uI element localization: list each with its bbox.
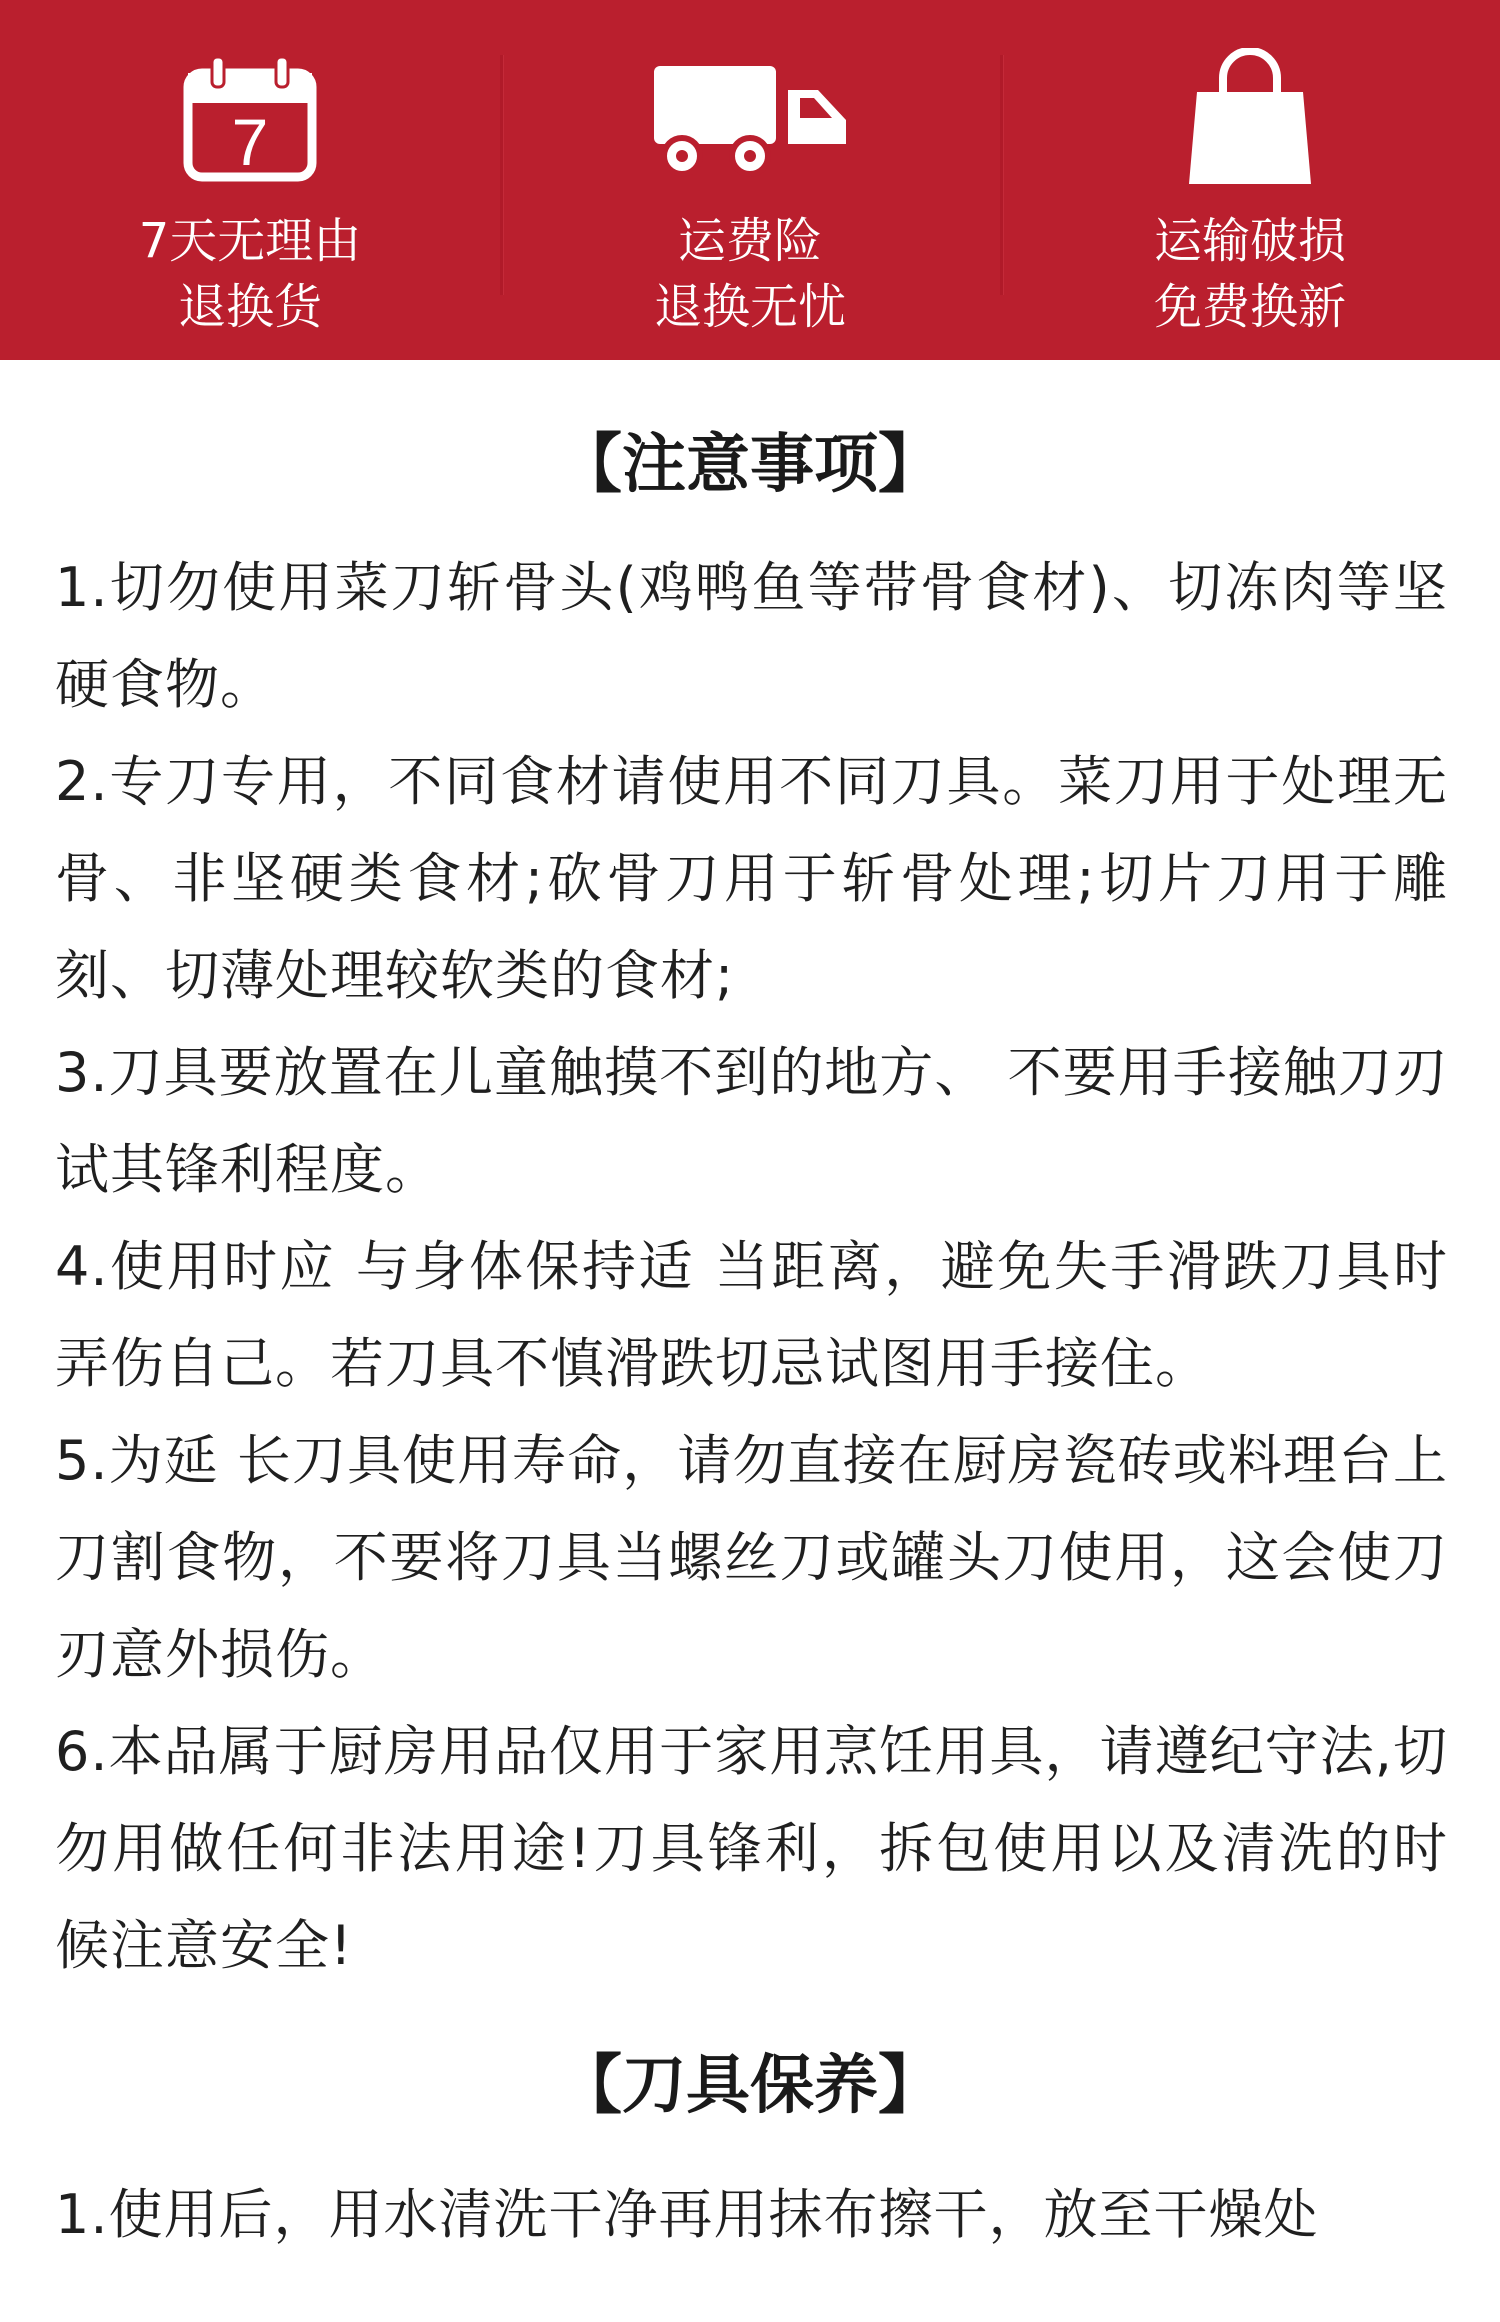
badge-line1: 运费险 [677,213,822,269]
badge-text [1154,208,1346,340]
badge-line1: 运输破损 [1153,213,1346,269]
notice-section-title: 【注意事项】 [558,428,942,502]
badge-line2: 免费换新 [1153,279,1346,335]
notice-item: 3.刀具要放置在儿童触摸不到的地方、 不要用手接触刀刃试其锋利程度。 [55,1041,1448,1201]
calendar-7-icon [180,48,320,188]
badge-shipping-insurance [500,0,1000,360]
notice-item: 1.切勿使用菜刀斩骨头(鸡鸭鱼等带骨食材)、切冻肉等坚硬食物。 [55,556,1448,716]
badge-line2: 退换货 [177,279,322,335]
notice-item: 6.本品属于厨房用品仅用于家用烹饪用具，请遵纪守法,切勿用做任何非法用途!刀具锋利，拆包使用以及清洗的时候注意安全! [55,1720,1448,1977]
delivery-truck-icon [650,48,850,188]
badge-text [139,208,362,340]
product-notes [0,360,1500,2263]
service-guarantee-banner [0,0,1500,360]
badge-text [654,208,846,340]
badge-line1: 7天无理由 [138,213,362,269]
badge-line2: 退换无忧 [653,279,846,335]
maintenance-section-title: 【刀具保养】 [558,2049,942,2123]
shopping-bag-icon [1185,48,1315,188]
badge-seven-day-return [0,0,500,360]
maintenance-list [0,2166,1500,2263]
notice-list [0,539,1500,1994]
badge-damage-replacement [1000,0,1500,360]
notice-item: 2.专刀专用，不同食材请使用不同刀具。菜刀用于处理无骨、非坚硬类食材;砍骨刀用于斩骨处理;切片刀用于雕刻、切薄处理较软类的食材; [55,750,1448,1007]
notice-item: 4.使用时应 与身体保持适 当距离，避免失手滑跌刀具时弄伤自己。若刀具不慎滑跌切忌试图用手接住。 [55,1235,1448,1395]
svg-text:7: 7 [231,105,269,179]
maintenance-item: 1.使用后，用水清洗干净再用抹布擦干，放至干燥处 [55,2183,1319,2246]
notice-item: 5.为延 长刀具使用寿命，请勿直接在厨房瓷砖或料理台上刀割食物，不要将刀具当螺丝刀或罐头刀使用，这会使刀刃意外损伤。 [55,1429,1448,1686]
